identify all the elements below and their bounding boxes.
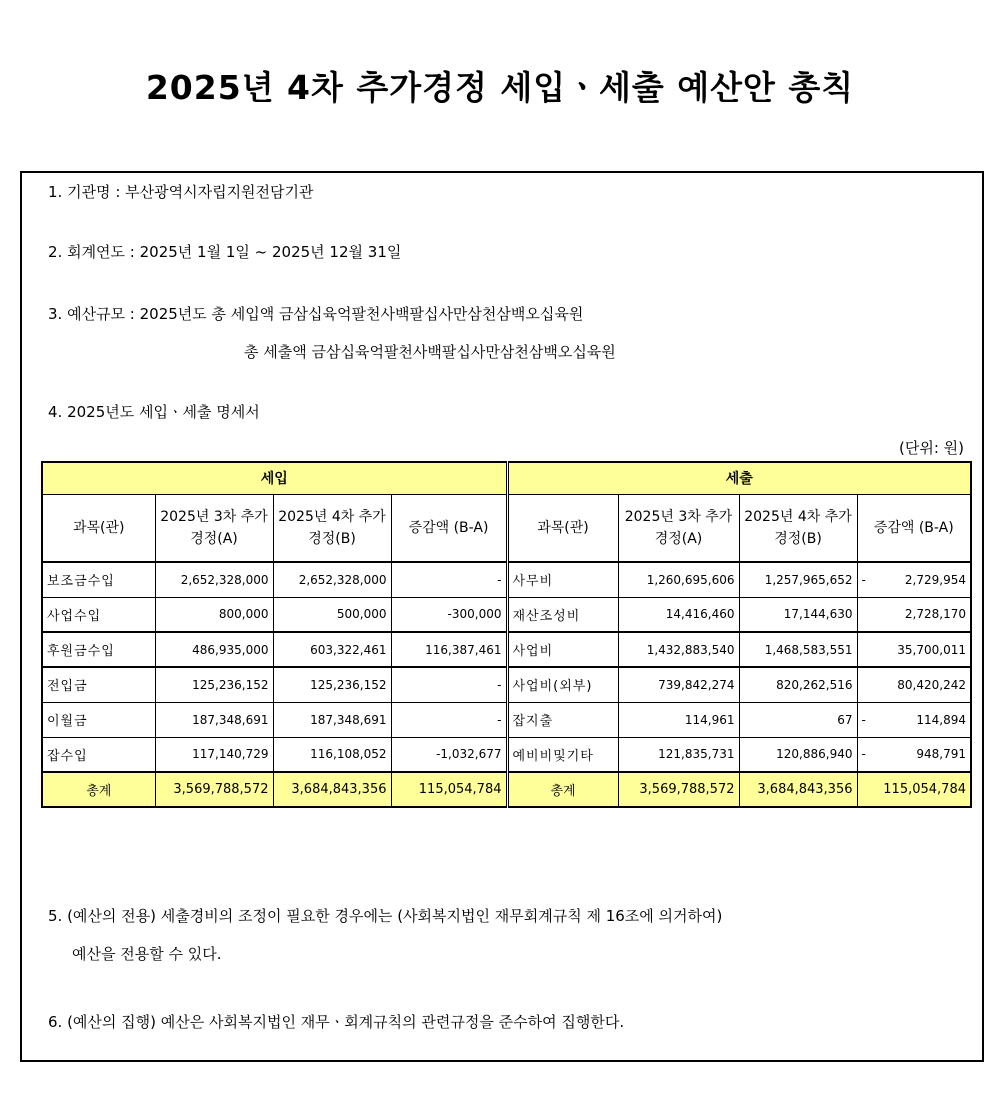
expense-item: 잡지출	[507, 702, 618, 737]
diff-sign: -	[861, 572, 866, 587]
col-a-revenue: 2025년 3차 추가경정(A)	[155, 494, 273, 562]
diff-value: 2,729,954	[904, 572, 966, 587]
revenue-a: 800,000	[155, 597, 273, 632]
total-row	[42, 772, 971, 807]
transfer-rule-line-1: 5. (예산의 전용) 세출경비의 조정이 필요한 경우에는 (사회복지법인 재무회계규칙 제 16조에 의거하여)	[48, 907, 723, 925]
revenue-item: 이월금	[42, 702, 155, 737]
revenue-a: 2,652,328,000	[155, 562, 273, 597]
revenue-b: 187,348,691	[273, 702, 391, 737]
expense-header: 세출	[507, 462, 971, 494]
expense-b: 820,262,516	[739, 667, 857, 702]
revenue-diff: -1,032,677	[391, 737, 507, 772]
col-b-revenue: 2025년 4차 추가경정(B)	[273, 494, 391, 562]
unit-label: (단위: 원)	[899, 439, 964, 457]
revenue-item: 사업수입	[42, 597, 155, 632]
page-title: 2025년 4차 추가경정 세입ㆍ세출 예산안 총칙	[145, 68, 855, 107]
diff-sign: -	[861, 712, 866, 727]
expense-b: 1,257,965,652	[739, 562, 857, 597]
revenue-b: 2,652,328,000	[273, 562, 391, 597]
expense-total-a: 3,569,788,572	[618, 772, 739, 807]
expense-diff	[857, 562, 971, 597]
diff-sign: -	[861, 747, 866, 762]
col-item-expense: 과목(관)	[507, 494, 618, 562]
diff-value: 2,728,170	[904, 607, 966, 622]
revenue-a: 486,935,000	[155, 632, 273, 667]
revenue-b: 603,322,461	[273, 632, 391, 667]
revenue-a: 187,348,691	[155, 702, 273, 737]
revenue-item: 잡수입	[42, 737, 155, 772]
diff-value: 35,700,011	[897, 642, 966, 657]
transfer-rule-line-2: 예산을 전용할 수 있다.	[72, 945, 222, 963]
col-a-expense: 2025년 3차 추가경정(A)	[618, 494, 739, 562]
expense-total-label: 총계	[507, 772, 618, 807]
diff-value: 114,894	[916, 712, 966, 727]
expense-total-diff: 115,054,784	[857, 772, 971, 807]
revenue-total-label: 총계	[42, 772, 155, 807]
revenue-item: 전입금	[42, 667, 155, 702]
revenue-diff: 116,387,461	[391, 632, 507, 667]
table-row	[42, 597, 971, 632]
revenue-total-diff: 115,054,784	[391, 772, 507, 807]
budget-table	[41, 461, 972, 808]
fiscal-year-line: 2. 회계연도 : 2025년 1월 1일 ~ 2025년 12월 31일	[48, 243, 402, 261]
revenue-total-a: 3,569,788,572	[155, 772, 273, 807]
expense-item: 재산조성비	[507, 597, 618, 632]
revenue-diff: -300,000	[391, 597, 507, 632]
table-row	[42, 737, 971, 772]
revenue-header: 세입	[42, 462, 507, 494]
budget-scale-expense-line: 총 세출액 금삼십육억팔천사백팔십사만삼천삼백오십육원	[244, 343, 616, 361]
revenue-a: 125,236,152	[155, 667, 273, 702]
revenue-a: 117,140,729	[155, 737, 273, 772]
budget-scale-revenue-line: 3. 예산규모 : 2025년도 총 세입액 금삼십육억팔천사백팔십사만삼천삼백오십육원	[48, 305, 584, 323]
expense-diff	[857, 667, 971, 702]
expense-a: 1,432,883,540	[618, 632, 739, 667]
col-diff-expense: 증감액 (B-A)	[857, 494, 971, 562]
expense-diff	[857, 632, 971, 667]
col-b-expense: 2025년 4차 추가경정(B)	[739, 494, 857, 562]
diff-value: 80,420,242	[897, 677, 966, 692]
revenue-diff: -	[391, 667, 507, 702]
col-item-revenue: 과목(관)	[42, 494, 155, 562]
expense-b: 1,468,583,551	[739, 632, 857, 667]
statement-heading: 4. 2025년도 세입ㆍ세출 명세서	[48, 403, 260, 421]
table-row	[42, 632, 971, 667]
expense-diff	[857, 737, 971, 772]
expense-a: 114,961	[618, 702, 739, 737]
expense-b: 120,886,940	[739, 737, 857, 772]
table-row	[42, 667, 971, 702]
revenue-item: 후원금수입	[42, 632, 155, 667]
revenue-item: 보조금수입	[42, 562, 155, 597]
diff-value: 948,791	[916, 747, 966, 762]
expense-b: 17,144,630	[739, 597, 857, 632]
expense-item: 사업비(외부)	[507, 667, 618, 702]
expense-a: 739,842,274	[618, 667, 739, 702]
expense-item: 사업비	[507, 632, 618, 667]
revenue-total-b: 3,684,843,356	[273, 772, 391, 807]
org-name-line: 1. 기관명 : 부산광역시자립지원전담기관	[48, 183, 314, 201]
revenue-diff: -	[391, 562, 507, 597]
table-row	[42, 562, 971, 597]
revenue-b: 500,000	[273, 597, 391, 632]
budget-document-frame	[20, 171, 984, 1062]
revenue-b: 116,108,052	[273, 737, 391, 772]
expense-a: 1,260,695,606	[618, 562, 739, 597]
expense-total-b: 3,684,843,356	[739, 772, 857, 807]
expense-diff	[857, 702, 971, 737]
revenue-diff: -	[391, 702, 507, 737]
expense-item: 사무비	[507, 562, 618, 597]
execution-rule-line: 6. (예산의 집행) 예산은 사회복지법인 재무ㆍ회계규칙의 관련규정을 준수하여 집행한다.	[48, 1013, 625, 1031]
col-diff-revenue: 증감액 (B-A)	[391, 494, 507, 562]
expense-b: 67	[739, 702, 857, 737]
expense-a: 121,835,731	[618, 737, 739, 772]
expense-a: 14,416,460	[618, 597, 739, 632]
table-row	[42, 702, 971, 737]
expense-item: 예비비및기타	[507, 737, 618, 772]
expense-diff	[857, 597, 971, 632]
revenue-b: 125,236,152	[273, 667, 391, 702]
